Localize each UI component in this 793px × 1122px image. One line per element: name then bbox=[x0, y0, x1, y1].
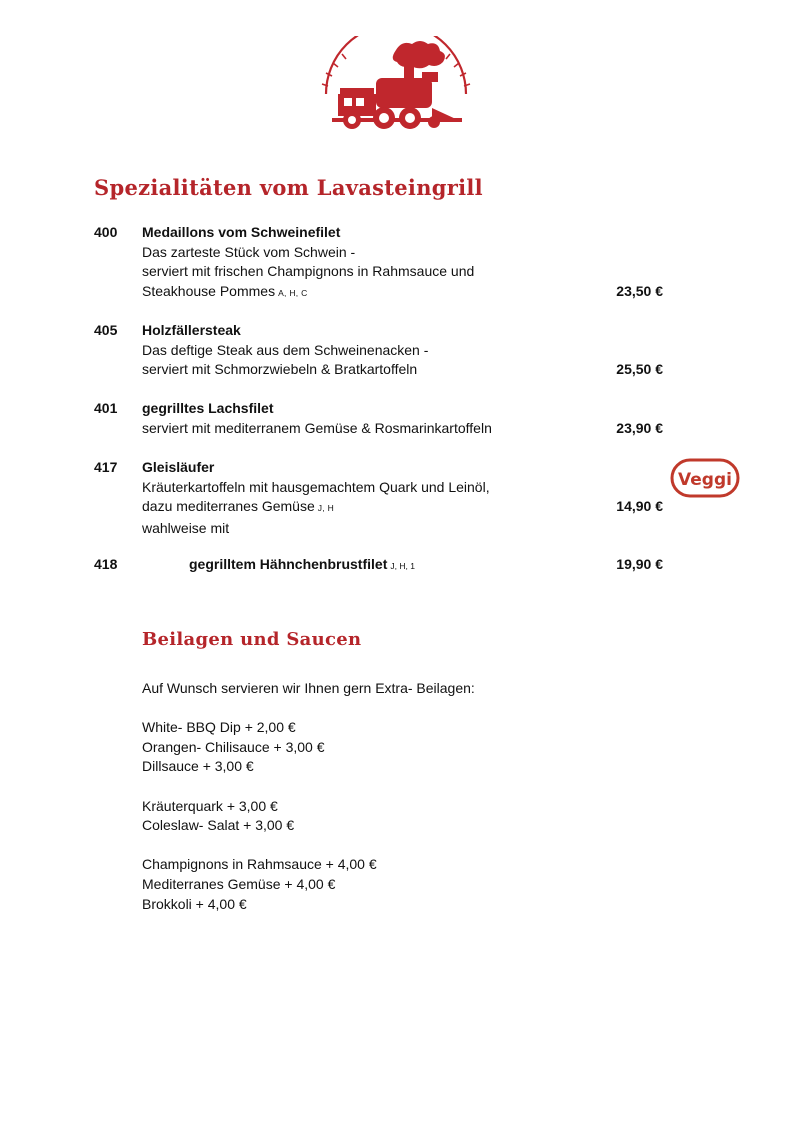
item-description: dazu mediterranes Gemüse bbox=[142, 498, 315, 515]
item-description: serviert mit mediterranem Gemüse & Rosmarinkartoffeln bbox=[142, 419, 492, 436]
item-price: 23,50 € bbox=[616, 282, 663, 299]
side-item: Dillsauce + 3,00 € bbox=[142, 758, 254, 775]
item-number: 401 bbox=[94, 400, 118, 416]
item-name: Gleisläufer bbox=[142, 459, 215, 475]
side-item: Champignons in Rahmsauce + 4,00 € bbox=[142, 856, 377, 873]
item-name: Holzfällersteak bbox=[142, 322, 241, 338]
section-title-grill: Spezialitäten vom Lavasteingrill bbox=[94, 175, 483, 200]
side-item: White- BBQ Dip + 2,00 € bbox=[142, 719, 296, 736]
item-number: 418 bbox=[94, 556, 118, 572]
allergen-codes: J, H bbox=[317, 503, 335, 514]
item-description: serviert mit Schmorzwiebeln & Bratkartoffeln bbox=[142, 361, 418, 378]
item-description: Kräuterkartoffeln mit hausgemachtem Quark und Leinöl, bbox=[142, 478, 490, 495]
item-description: Das deftige Steak aus dem Schweinenacken - bbox=[142, 341, 429, 358]
section-title-sides: Beilagen und Saucen bbox=[142, 629, 362, 650]
item-name: Medaillons vom Schweinefilet bbox=[142, 224, 341, 240]
item-option-note: wahlweise mit bbox=[142, 519, 230, 536]
item-price: 19,90 € bbox=[616, 556, 663, 572]
side-item: Mediterranes Gemüse + 4,00 € bbox=[142, 875, 336, 892]
sides-intro: Auf Wunsch servieren wir Ihnen gern Extra- Beilagen: bbox=[142, 680, 475, 696]
side-item: Coleslaw- Salat + 3,00 € bbox=[142, 817, 295, 834]
item-price: 23,90 € bbox=[616, 419, 663, 436]
sides-group bbox=[142, 855, 475, 914]
item-name: gegrilltes Lachsfilet bbox=[142, 400, 274, 416]
allergen-codes: A, H, C bbox=[278, 287, 308, 298]
side-item: Brokkoli + 4,00 € bbox=[142, 895, 247, 912]
side-item: Kräuterquark + 3,00 € bbox=[142, 797, 278, 814]
allergen-codes: J, H, 1 bbox=[390, 561, 415, 571]
sides-group bbox=[142, 797, 475, 836]
steam-locomotive-logo bbox=[318, 36, 474, 134]
item-description: serviert mit frischen Champignons in Rahmsauce und bbox=[142, 263, 475, 280]
item-price: 14,90 € bbox=[616, 498, 663, 515]
side-item: Orangen- Chilisauce + 3,00 € bbox=[142, 738, 325, 755]
item-description: Steakhouse Pommes bbox=[142, 282, 276, 299]
veggi-badge-label: Veggi bbox=[678, 470, 732, 490]
item-number: 417 bbox=[94, 459, 118, 475]
sides-group bbox=[142, 718, 475, 777]
item-name: gegrilltem Hähnchenbrustfilet bbox=[189, 556, 388, 572]
item-price: 25,50 € bbox=[616, 361, 663, 378]
item-number: 400 bbox=[94, 224, 118, 240]
item-description: Das zarteste Stück vom Schwein - bbox=[142, 243, 356, 260]
veggi-badge bbox=[669, 457, 741, 499]
item-number: 405 bbox=[94, 322, 118, 338]
sides-list bbox=[142, 679, 475, 934]
